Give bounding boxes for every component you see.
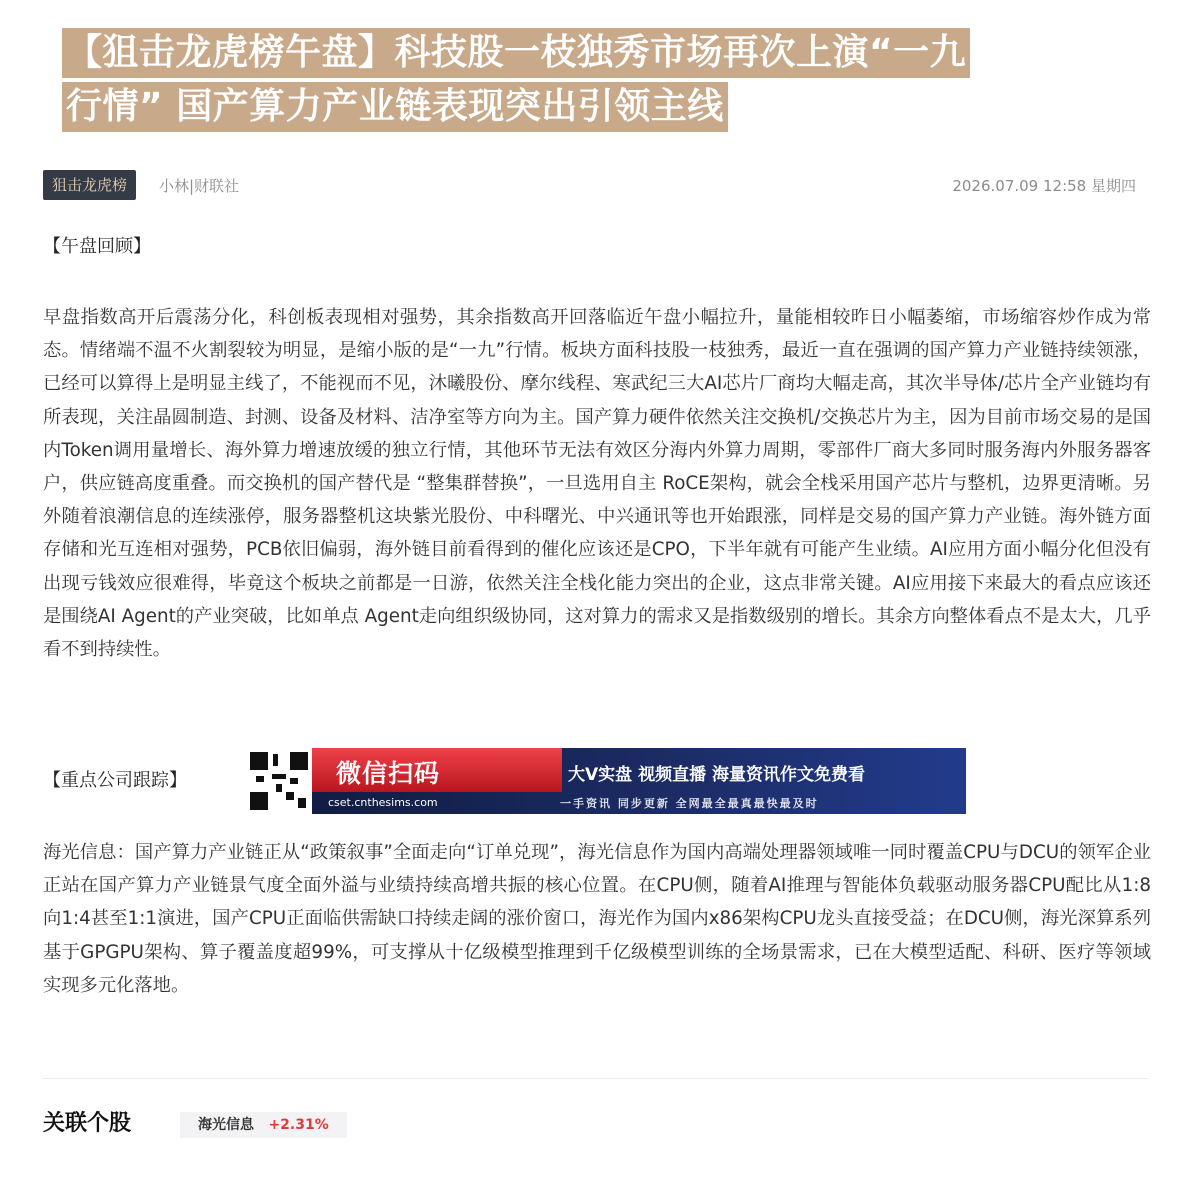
section-heading-company: 【重点公司跟踪】 [43, 770, 187, 791]
author-source: 小林|财联社 [159, 177, 240, 195]
qr-code-icon [246, 748, 312, 814]
promo-banner[interactable] [246, 748, 966, 814]
article-title [62, 28, 1142, 136]
banner-url: cset.cnthesims.com [328, 796, 438, 809]
paragraph-review: 早盘指数高开后震荡分化，科创板表现相对强势，其余指数高开回落临近午盘小幅拉升，量能相较昨日小幅萎缩，市场缩容炒作成为常态。情绪端不温不火割裂较为明显，是缩小版的是“一九”行情。板块方面科技股一枝独秀，最近一直在强调的国产算力产业链持续领涨，已经可以算得上是明显主线了，不能视而不见，沐曦股份、摩尔线程、寒武纪三大AI芯片厂商均大幅走高，其次半导体/芯片全产业链均有所表现，关注晶圆制造、封测、设备及材料、洁净室等方向为主。国产算力硬件依然关注交换机/交换芯片为主，因为目前市场交易的是国内Token调用量增长、海外算力增速放缓的独立行情，其他环节无法有效区分海内外算力周期，零部件厂商大多同时服务海内外服务器客户，供应链高度重叠。而交换机的国产替代是 “整集群替换”，一旦选用自主 RoCE架构，就会全栈采用国产芯片与整机，边界更清晰。另外随着浪潮信息的连续涨停，服务器整机这块紫光股份、中科曙光、中兴通讯等也开始跟涨，同样是交易的国产算力产业链。海外链方面存储和光互连相对强势，PCB依旧偏弱，海外链目前看得到的催化应该还是CPO，下半年就有可能产生业绩。AI应用方面小幅分化但没有出现亏钱效应很难得，毕竟这个板块之前都是一日游，依然关注全栈化能力突出的企业，这点非常关键。AI应用接下来最大的看点应该还是围绕AI Agent的产业突破，比如单点 Agent走向组织级协同，这对算力的需求又是指数级别的增长。其余方向整体看点不是太大，几乎看不到持续性。 [43, 307, 1151, 661]
publish-datetime: 2026.07.09 12:58 星期四 [952, 177, 1136, 195]
section-heading-review: 【午盘回顾】 [43, 236, 151, 257]
related-stock-chip[interactable] [180, 1112, 347, 1138]
stock-change: +2.31% [268, 1117, 329, 1133]
divider [43, 1078, 1148, 1079]
banner-title: 微信扫码 [336, 759, 441, 788]
paragraph-company: 海光信息：国产算力产业链正从“政策叙事”全面走向“订单兑现”，海光信息作为国内高端处理器领域唯一同时覆盖CPU与DCU的领军企业正站在国产算力产业链景气度全面外溢与业绩持续高增共振的核心位置。在CPU侧，随着AI推理与智能体负载驱动服务器CPU配比从1:8向1:4甚至1:1演进，国产CPU正面临供需缺口持续走阔的涨价窗口，海光作为国内x86架构CPU龙头直接受益；在DCU侧，海光深算系列基于GPGPU架构、算子覆盖度超99%，可支撑从十亿级模型推理到千亿级模型训练的全场景需求，已在大模型适配、科研、医疗等领域实现多元化落地。 [43, 842, 1151, 996]
article-meta [43, 170, 1148, 202]
banner-subtitle: 一手资讯 同步更新 全网最全最真最快最及时 [560, 797, 819, 810]
banner-slogan: 大V实盘 视频直播 海量资讯作文免费看 [568, 765, 865, 785]
title-line-1: 【狙击龙虎榜午盘】科技股一枝独秀市场再次上演“一九 [62, 28, 970, 78]
column-tag[interactable]: 狙击龙虎榜 [43, 170, 136, 200]
title-line-2: 行情” 国产算力产业链表现突出引领主线 [62, 82, 728, 132]
stock-name: 海光信息 [198, 1117, 254, 1133]
related-stocks-title: 关联个股 [43, 1111, 132, 1136]
